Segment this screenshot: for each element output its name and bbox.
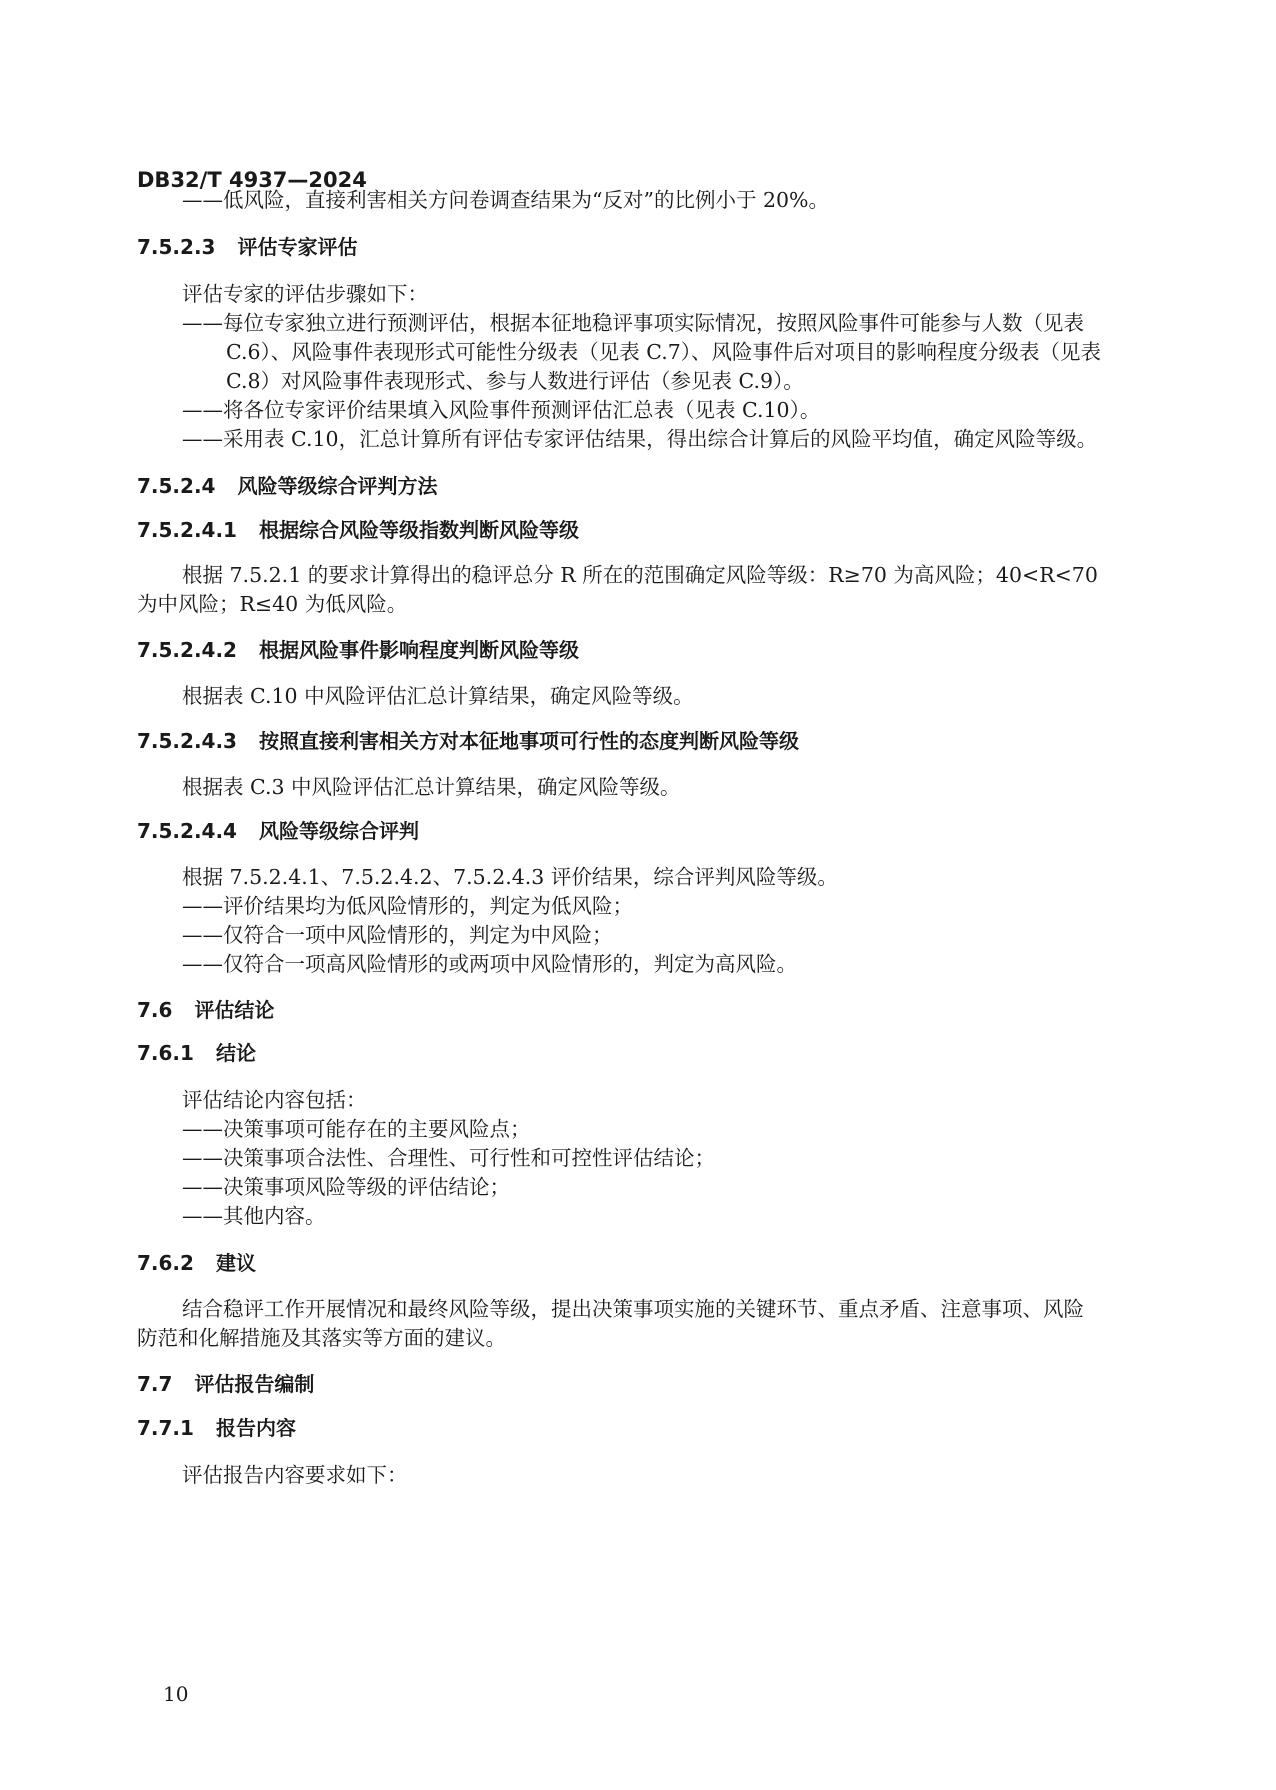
- section-heading-7-6-1: [137, 1040, 256, 1066]
- list-item: ——每位专家独立进行预测评估，根据本征地稳评事项实际情况，按照风险事件可能参与人数（见表: [182, 311, 1084, 335]
- section-title: 按照直接利害相关方对本征地事项可行性的态度判断风险等级: [258, 729, 799, 753]
- section-number: 7.5.2.4.2: [137, 638, 237, 662]
- section-heading-7-7: [137, 1371, 314, 1397]
- document-id: DB32/T 4937—2024: [137, 168, 367, 192]
- section-number: 7.6.2: [137, 1251, 194, 1275]
- list-item-continuation: C.8）对风险事件表现形式、参与人数进行评估（参见表 C.9）。: [226, 369, 804, 393]
- list-item: ——决策事项风险等级的评估结论；: [182, 1175, 510, 1199]
- page-number: 10: [163, 1682, 189, 1706]
- section-number: 7.6.1: [137, 1041, 194, 1065]
- list-item: ——决策事项可能存在的主要风险点；: [182, 1117, 531, 1141]
- list-item-low-risk: ——低风险，直接利害相关方问卷调查结果为“反对”的比例小于 20%。: [182, 188, 830, 212]
- list-item: ——仅符合一项中风险情形的，判定为中风险；: [182, 923, 613, 947]
- section-title: 报告内容: [215, 1416, 296, 1440]
- list-item: ——仅符合一项高风险情形的或两项中风险情形的，判定为高风险。: [182, 952, 797, 976]
- paragraph-continuation: 防范和化解措施及其落实等方面的建议。: [137, 1326, 506, 1350]
- section-heading-7-5-2-4-1: [137, 517, 579, 543]
- paragraph: 根据表 C.3 中风险评估汇总计算结果，确定风险等级。: [182, 775, 681, 799]
- list-item: ——其他内容。: [182, 1204, 326, 1228]
- paragraph: 评估报告内容要求如下：: [182, 1463, 408, 1487]
- section-heading-7-5-2-4-2: [137, 637, 579, 663]
- section-title: 结论: [215, 1041, 256, 1065]
- section-title: 评估结论: [194, 998, 275, 1022]
- section-title: 建议: [215, 1251, 256, 1275]
- list-item-continuation: C.6）、风险事件表现形式可能性分级表（见表 C.7）、风险事件后对项目的影响程度分级表（见表: [226, 340, 1102, 364]
- paragraph: 根据 7.5.2.4.1、7.5.2.4.2、7.5.2.4.3 评价结果，综合评判风险等级。: [182, 865, 838, 889]
- section-title: 评估专家评估: [237, 235, 358, 259]
- section-heading-7-6-2: [137, 1250, 256, 1276]
- section-heading-7-5-2-4: [137, 473, 437, 499]
- paragraph: 根据 7.5.2.1 的要求计算得出的稳评总分 R 所在的范围确定风险等级：R≥70 为高风险；40<R<70: [182, 563, 1098, 587]
- section-title: 风险等级综合评判方法: [237, 474, 438, 498]
- paragraph: 评估专家的评估步骤如下：: [182, 282, 428, 306]
- paragraph-continuation: 为中风险；R≤40 为低风险。: [137, 592, 408, 616]
- section-title: 评估报告编制: [194, 1372, 315, 1396]
- section-number: 7.6: [137, 998, 173, 1022]
- section-heading-7-5-2-3: [137, 234, 357, 260]
- list-item: ——评价结果均为低风险情形的，判定为低风险；: [182, 894, 633, 918]
- section-number: 7.5.2.4.1: [137, 518, 237, 542]
- paragraph: 结合稳评工作开展情况和最终风险等级，提出决策事项实施的关键环节、重点矛盾、注意事项、风险: [182, 1297, 1084, 1321]
- section-title: 根据风险事件影响程度判断风险等级: [258, 638, 579, 662]
- paragraph: 根据表 C.10 中风险评估汇总计算结果，确定风险等级。: [182, 684, 694, 708]
- section-heading-7-6: [137, 997, 274, 1023]
- section-title: 风险等级综合评判: [258, 819, 419, 843]
- list-item: ——决策事项合法性、合理性、可行性和可控性评估结论；: [182, 1146, 715, 1170]
- section-number: 7.5.2.3: [137, 235, 216, 259]
- section-number: 7.5.2.4.4: [137, 819, 237, 843]
- list-item: ——将各位专家评价结果填入风险事件预测评估汇总表（见表 C.10）。: [182, 398, 821, 422]
- section-number: 7.5.2.4: [137, 474, 216, 498]
- section-heading-7-5-2-4-3: [137, 728, 799, 754]
- section-heading-7-7-1: [137, 1415, 296, 1441]
- section-title: 根据综合风险等级指数判断风险等级: [258, 518, 579, 542]
- paragraph: 评估结论内容包括：: [182, 1088, 367, 1112]
- section-number: 7.7.1: [137, 1416, 194, 1440]
- section-heading-7-5-2-4-4: [137, 818, 419, 844]
- section-number: 7.7: [137, 1372, 173, 1396]
- list-item: ——采用表 C.10，汇总计算所有评估专家评估结果，得出综合计算后的风险平均值，确定风险等级。: [182, 427, 1098, 451]
- section-number: 7.5.2.4.3: [137, 729, 237, 753]
